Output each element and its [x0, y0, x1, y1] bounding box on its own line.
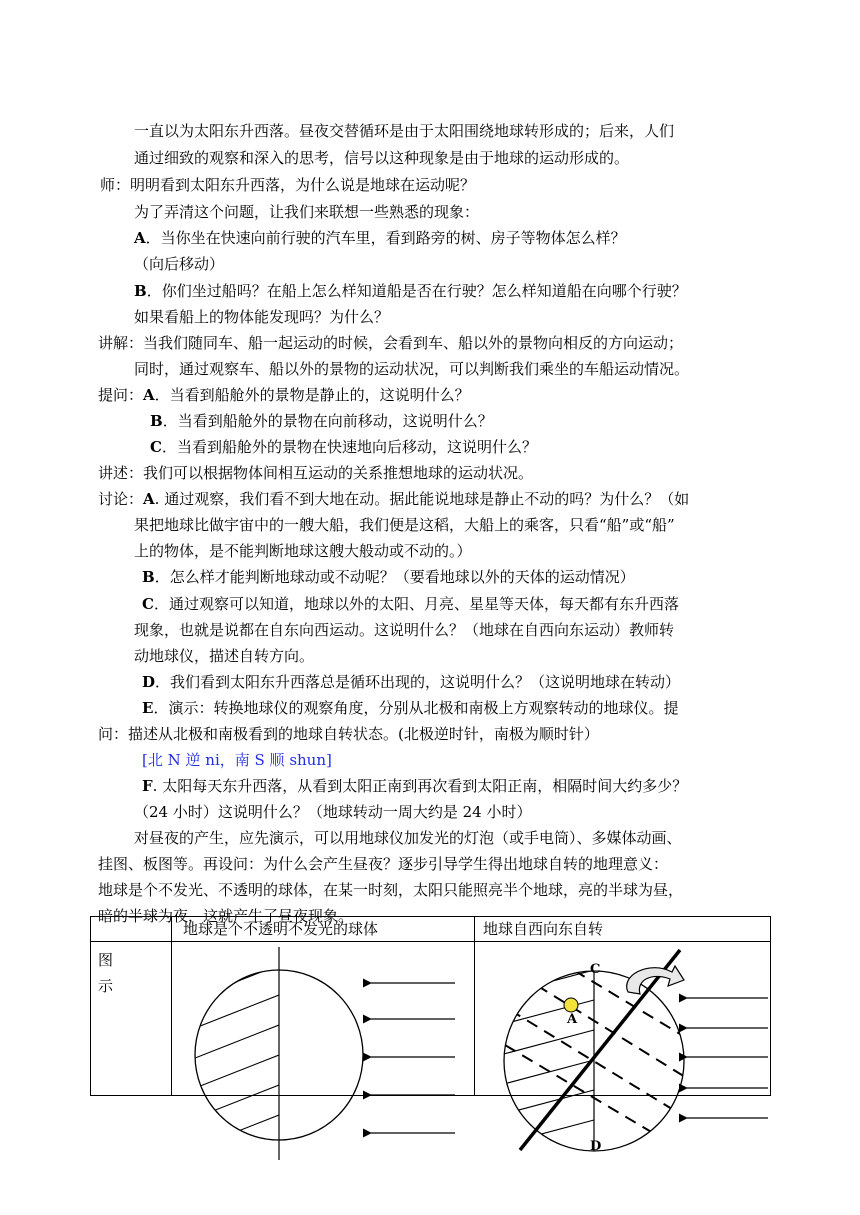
- discuss-c-text: ．通过观察可以知道，地球以外的太阳、月亮、星星等天体，每天都有东升西落: [153, 595, 679, 613]
- earth-axis: [520, 950, 680, 1150]
- text-line-16: 果把地球比做宇宙中的一艘大船，我们便是这稻，大船上的乘客，只看“船”或“船”: [134, 516, 675, 534]
- table-header-col2: 地球是个不透明不发光的球体: [183, 920, 379, 938]
- text-line-9: 讲解：当我们随同车、船一起运动的时候，会看到车、船以外的景物向相反的方向运动；: [98, 334, 684, 352]
- text-line-10: 同时，通过观察车、船以外的景物的运动状况，可以判断我们乘坐的车船运动情况。: [134, 360, 690, 378]
- question-c-text: ．当看到船舱外的景物在快速地向后移动，这说明什么？: [161, 438, 537, 456]
- text-line-28: 对昼夜的产生，应先演示，可以用地球仪加发光的灯泡（或手电筒）、多媒体动画、: [134, 829, 682, 847]
- point-a-marker: [564, 998, 578, 1012]
- text-line-29: 挂图、板图等。再设问：为什么会产生昼夜？逐步引导学生得出地球自转的地理意义：: [98, 855, 669, 873]
- discuss-f-text: . 太阳每天东升西落，从看到太阳正南到再次看到太阳正南，相隔时间大约多少？: [152, 777, 688, 795]
- label-a: A: [134, 229, 146, 247]
- discuss-d-text: ．我们看到太阳东升西落总是循环出现的，这说明什么？（这说明地球在转动）: [155, 673, 681, 691]
- label-qb: B: [150, 412, 163, 430]
- label-qc: C: [150, 438, 162, 456]
- text-line-31: 暗的半球为夜，这就产生了昼夜现象。: [98, 907, 354, 925]
- item-a-text: ．当你坐在快速向前行驶的汽车里，看到路旁的树、房子等物体怎么样？: [145, 229, 626, 247]
- taolun-label: 讨论：: [98, 490, 144, 508]
- label-a-point: A: [567, 1012, 578, 1027]
- text-line-6: （向后移动）: [134, 255, 225, 273]
- text-line-4: 为了弄清这个问题，让我们来联想一些熟悉的现象：: [134, 203, 480, 221]
- text-line-2: 通过细致的观察和深入的思考，信号以这种现象是由于地球的运动形成的。: [134, 149, 630, 167]
- mnemonic-note: [北 N 逆 ni，南 S 顺 shun]: [142, 751, 332, 769]
- text-line-17: 上的物体，是不能判断地球这艘大般动或不动的。）: [134, 542, 472, 560]
- question-b-text: ．当看到船舱外的景物在向前移动，这说明什么？: [162, 412, 493, 430]
- label-dc: C: [142, 595, 154, 613]
- text-line-27: （24 小时）这说明什么？（地球转动一周大约是 24 小时）: [134, 803, 532, 821]
- question-a-text: ．当看到船舱外的景物是静止的，这说明什么？: [154, 386, 470, 404]
- label-da: A: [143, 490, 155, 508]
- text-line-20: 现象，也就是说都在自东向西运动。这说明什么？（地球在自西向东运动）教师转: [134, 621, 675, 639]
- text-line-14: 讲述：我们可以根据物体间相互运动的关系推想地球的运动状况。: [98, 464, 534, 482]
- text-line-21: 动地球仪，描述自转方向。: [134, 647, 315, 665]
- text-line-30: 地球是个不发光、不透明的球体，在某一时刻，太阳只能照亮半个地球，亮的半球为昼，: [98, 881, 684, 899]
- text-line-3: 师：明明看到太阳东升西落，为什么说是地球在运动呢？: [100, 176, 476, 194]
- label-db: B: [142, 568, 155, 586]
- text-line-8: 如果看船上的物体能发现吗？为什么？: [134, 308, 390, 326]
- label-d: D: [590, 1139, 602, 1154]
- tiwen-label: 提问：: [98, 386, 144, 404]
- text-line-24: 问：描述从北极和南极看到的地球自转状态。(北极逆时针，南极为顺时针）: [98, 725, 599, 743]
- discuss-e-text: ．演示：转换地球仪的观察角度，分别从北极和南极上方观察转动的地球仪。提: [153, 699, 679, 717]
- label-c: C: [590, 962, 601, 977]
- label-b: B: [134, 282, 147, 300]
- text-line-1: 一直以为太阳东升西落。昼夜交替循环是由于太阳围绕地球转形成的；后来，人们: [134, 122, 675, 140]
- table-row-label: 图示: [98, 951, 114, 995]
- discuss-b-text: ．怎么样才能判断地球动或不动呢？（要看地球以外的天体的运动情况）: [154, 568, 635, 586]
- label-dd: D: [142, 673, 156, 691]
- label-de: E: [142, 699, 154, 717]
- discuss-a-text: . 通过观察，我们看不到大地在动。据此能说地球是静止不动的吗？为什么？（如: [154, 490, 690, 508]
- label-qa: A: [143, 386, 155, 404]
- label-df: F: [142, 777, 153, 795]
- table-header-col3: 地球自西向东自转: [483, 920, 604, 938]
- item-b-text: ．你们坐过船吗？在船上怎么样知道船是否在行驶？怎么样知道船在向哪个行驶？: [146, 282, 687, 300]
- sunlight-arrows-2: [687, 998, 768, 1118]
